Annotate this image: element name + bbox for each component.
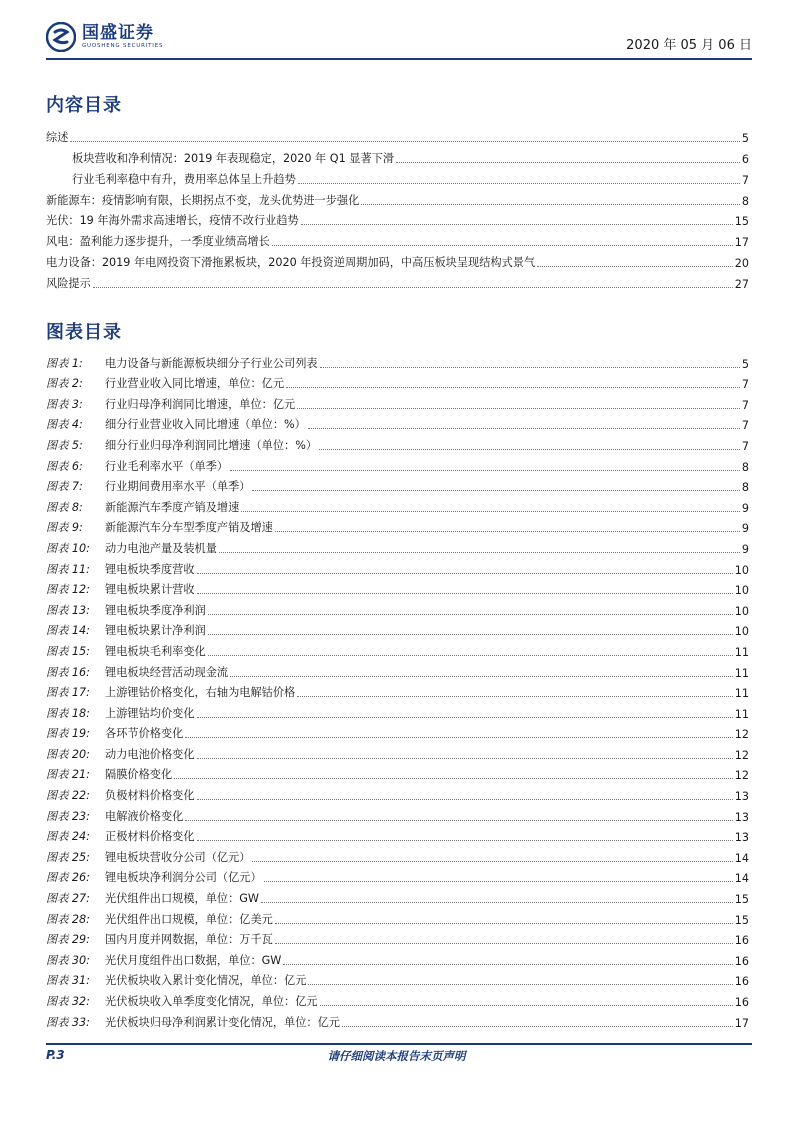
toc-entry-label: 风险提示 (46, 277, 91, 291)
figure-entry[interactable] (46, 638, 749, 659)
figure-number: 图表 8: (46, 500, 83, 514)
figure-label: 锂电板块累计营收 (105, 583, 195, 597)
figure-label: 电力设备与新能源板块细分子行业公司列表 (105, 356, 318, 370)
figure-entry[interactable] (46, 577, 749, 598)
dot-leader (230, 676, 733, 677)
figure-number: 图表 5: (46, 438, 83, 452)
figure-entry-text (46, 458, 228, 474)
figure-entry[interactable] (46, 824, 749, 845)
figure-entry-text (46, 869, 262, 885)
dot-leader (197, 758, 733, 759)
figure-entry[interactable] (46, 453, 749, 474)
figure-entry-page: 16 (734, 996, 749, 1009)
toc-entry-page: 7 (741, 173, 749, 187)
dot-leader (361, 204, 740, 205)
figure-number: 图表 27: (46, 892, 90, 906)
figure-number: 图表 24: (46, 830, 90, 844)
figure-entry-page: 11 (734, 707, 749, 721)
figure-entry-page: 8 (741, 481, 749, 495)
figure-entry-page: 7 (741, 419, 749, 433)
figure-entry[interactable] (46, 906, 749, 927)
figure-entry-page: 16 (734, 954, 749, 968)
figure-label: 锂电板块毛利率变化 (105, 644, 206, 658)
figure-entry[interactable] (46, 618, 749, 639)
figure-entry[interactable] (46, 700, 749, 721)
figure-label: 动力电池产量及装机量 (105, 541, 217, 555)
figure-label: 光伏板块归母净利润累计变化情况，单位：亿元 (105, 1015, 340, 1029)
dot-leader (298, 183, 740, 184)
dot-leader (342, 1026, 733, 1027)
figure-number: 图表 15: (46, 644, 90, 658)
dot-leader (320, 1005, 733, 1006)
figure-entry-page: 9 (741, 542, 749, 556)
figure-entry-text (46, 375, 284, 391)
figure-label: 负极材料价格变化 (105, 789, 195, 803)
figure-label: 隔膜价格变化 (105, 768, 173, 782)
figure-number: 图表 26: (46, 871, 90, 885)
logo-chinese-name: 国盛证券 (82, 23, 154, 43)
figure-entry-text (46, 746, 195, 762)
toc-entry-label: 新能源车：疫情影响有限，长期拐点不变，龙头优势进一步强化 (46, 193, 360, 207)
contents-list (46, 124, 749, 291)
figure-number: 图表 19: (46, 727, 90, 741)
figure-number: 图表 20: (46, 747, 90, 761)
figure-entry-page: 8 (741, 460, 749, 474)
figure-entry-page: 13 (734, 831, 749, 845)
figure-entry-page: 16 (734, 975, 749, 989)
figure-number: 图表 10: (46, 541, 90, 555)
dot-leader (308, 984, 732, 985)
contents-title: 内容目录 (46, 95, 122, 116)
figure-number: 图表 33: (46, 1015, 90, 1029)
dot-leader (275, 943, 733, 944)
figures-title: 图表目录 (46, 322, 122, 343)
figure-entry-page: 9 (741, 522, 749, 536)
figure-label: 行业期间费用率水平（单季） (105, 480, 251, 494)
dot-leader (185, 820, 732, 821)
figure-entry-text (46, 705, 195, 721)
figure-entry-text (46, 1014, 340, 1030)
figure-entry-text (46, 643, 206, 659)
figure-number: 图表 11: (46, 562, 90, 576)
toc-entry-label: 行业毛利率稳中有升，费用率总体呈上升趋势 (72, 172, 296, 186)
figure-number: 图表 16: (46, 665, 90, 679)
toc-entry[interactable] (46, 124, 749, 145)
dot-leader (297, 408, 740, 409)
figure-label: 行业营业收入同比增速，单位：亿元 (105, 377, 285, 391)
figure-label: 行业毛利率水平（单季） (105, 459, 229, 473)
dot-leader (185, 737, 732, 738)
figure-entry[interactable] (46, 515, 749, 536)
figure-entry-page: 7 (741, 398, 749, 412)
figure-label: 细分行业归母净利润同比增速（单位：%） (105, 438, 318, 452)
figure-number: 图表 22: (46, 789, 90, 803)
figure-entry[interactable] (46, 721, 749, 742)
figure-entry-page: 15 (734, 893, 749, 907)
figure-number: 图表 31: (46, 974, 90, 988)
dot-leader (197, 717, 733, 718)
figure-number: 图表 7: (46, 480, 83, 494)
figure-entry[interactable] (46, 371, 749, 392)
figure-label: 上游锂钴价格变化，右轴为电解钴价格 (105, 686, 296, 700)
figure-entry-page: 5 (741, 357, 749, 371)
guosheng-logo-icon (46, 22, 76, 52)
dot-leader (208, 634, 733, 635)
figure-entry-text (46, 725, 183, 741)
figure-label: 光伏板块收入单季度变化情况，单位：亿元 (105, 995, 318, 1008)
header-divider (46, 58, 752, 60)
figure-entry-page: 10 (734, 563, 749, 577)
figure-entry[interactable] (46, 432, 749, 453)
toc-entry-label: 光伏：19 年海外需求高速增长，疫情不改行业趋势 (46, 214, 299, 228)
toc-entry-page: 6 (741, 152, 749, 166)
figure-entry[interactable] (46, 844, 749, 865)
figure-entry-text (46, 355, 318, 371)
figure-number: 图表 4: (46, 418, 83, 432)
page-header (46, 22, 752, 58)
figure-entry-text (46, 931, 273, 947)
dot-leader (197, 799, 733, 800)
toc-entry[interactable] (46, 228, 749, 249)
report-date: 2020 年 05 月 06 日 (626, 38, 752, 53)
figure-entry[interactable] (46, 741, 749, 762)
figure-entry-text (46, 519, 273, 535)
dot-leader (261, 902, 733, 903)
dot-leader (308, 428, 740, 429)
figure-number: 图表 17: (46, 686, 90, 700)
toc-entry-page: 5 (741, 131, 749, 145)
dot-leader (208, 614, 733, 615)
figure-entry-page: 15 (734, 913, 749, 927)
figure-entry-text (46, 437, 317, 453)
dot-leader (320, 367, 740, 368)
figure-entry[interactable] (46, 680, 749, 701)
figure-number: 图表 21: (46, 768, 90, 782)
figure-label: 新能源汽车分车型季度产销及增速 (105, 521, 273, 535)
figure-label: 上游锂钴均价变化 (105, 706, 195, 720)
figure-number: 图表 13: (46, 603, 90, 617)
figure-entry-page: 17 (734, 1016, 749, 1030)
figure-number: 图表 25: (46, 850, 90, 864)
figure-entry-text (46, 622, 206, 638)
toc-entry-label: 综述 (46, 130, 69, 144)
figure-entry-page: 9 (741, 501, 749, 515)
dot-leader (70, 141, 739, 142)
figure-entry-page: 11 (734, 645, 749, 659)
figure-label: 行业归母净利润同比增速，单位：亿元 (105, 397, 296, 411)
toc-entry-page: 15 (734, 215, 749, 229)
figure-entry[interactable] (46, 782, 749, 803)
dot-leader (537, 266, 733, 267)
figure-entry-page: 11 (734, 687, 749, 701)
dot-leader (297, 696, 733, 697)
figure-entry-page: 12 (734, 728, 749, 742)
figure-entry-page: 16 (734, 934, 749, 948)
figure-entry[interactable] (46, 803, 749, 824)
figure-entry[interactable] (46, 597, 749, 618)
figure-entry[interactable] (46, 350, 749, 371)
figure-entry-text (46, 952, 281, 968)
toc-entry-label: 板块营收和净利情况：2019 年表现稳定，2020 年 Q1 显著下滑 (72, 151, 395, 165)
dot-leader (275, 531, 740, 532)
toc-entry[interactable] (46, 187, 749, 208)
dot-leader (252, 861, 732, 862)
dot-leader (208, 655, 733, 656)
figure-entry-text (46, 664, 228, 680)
toc-entry[interactable] (46, 249, 749, 270)
figure-number: 图表 1: (46, 356, 83, 370)
figure-entry-page: 12 (734, 769, 749, 783)
figure-entry[interactable] (46, 659, 749, 680)
logo-english-name: GUOSHENG SECURITIES (82, 43, 164, 49)
figure-entry[interactable] (46, 762, 749, 783)
figure-entry[interactable] (46, 968, 749, 989)
figure-label: 锂电板块经营活动现金流 (105, 665, 229, 679)
figure-entry[interactable] (46, 391, 749, 412)
figure-entry-text (46, 581, 195, 597)
figure-label: 动力电池价格变化 (105, 747, 195, 761)
figure-entry[interactable] (46, 1009, 749, 1030)
figure-number: 图表 14: (46, 624, 90, 638)
figure-label: 锂电板块净利润分公司（亿元） (105, 871, 262, 885)
toc-entry-page: 17 (734, 236, 749, 250)
footer-disclaimer: 请仔细阅读本报告末页声明 (327, 1049, 466, 1063)
toc-entry-page: 8 (741, 194, 749, 208)
dot-leader (301, 224, 733, 225)
figure-number: 图表 3: (46, 397, 83, 411)
figure-entry-page: 10 (734, 584, 749, 598)
figure-entry-page: 12 (734, 748, 749, 762)
figure-entry-text (46, 993, 318, 1009)
figure-number: 图表 9: (46, 521, 83, 535)
figure-number: 图表 29: (46, 933, 90, 947)
figure-entry-page: 7 (741, 439, 749, 453)
dot-leader (241, 511, 740, 512)
figure-entry[interactable] (46, 474, 749, 495)
figure-entry-page: 13 (734, 790, 749, 804)
figure-label: 锂电板块营收分公司（亿元） (105, 850, 251, 864)
figure-entry-text (46, 540, 217, 556)
figure-entry[interactable] (46, 947, 749, 968)
figure-label: 新能源汽车季度产销及增速 (105, 500, 240, 514)
toc-entry[interactable] (46, 270, 749, 291)
figure-number: 图表 28: (46, 912, 90, 926)
figure-entry-text (46, 416, 306, 432)
figure-entry-text (46, 972, 306, 988)
dot-leader (197, 840, 733, 841)
figure-label: 光伏组件出口规模，单位：GW (105, 892, 259, 906)
figure-entry-text (46, 911, 273, 927)
figure-number: 图表 23: (46, 809, 90, 823)
figure-entry[interactable] (46, 988, 749, 1009)
toc-entry[interactable] (46, 208, 749, 229)
dot-leader (396, 162, 740, 163)
figure-entry[interactable] (46, 556, 749, 577)
figure-entry-page: 13 (734, 810, 749, 824)
figure-entry-page: 10 (734, 625, 749, 639)
toc-entry-label: 风电：盈利能力逐步提升，一季度业绩高增长 (46, 235, 270, 249)
figures-list (46, 350, 749, 1030)
figure-entry-page: 14 (734, 851, 749, 865)
figure-number: 图表 30: (46, 953, 90, 967)
figure-entry-text (46, 808, 183, 824)
figure-entry-text (46, 828, 195, 844)
dot-leader (174, 778, 733, 779)
figure-entry[interactable] (46, 885, 749, 906)
page-number: P.3 (46, 1048, 65, 1062)
footer-divider (46, 1043, 752, 1045)
figure-number: 图表 2: (46, 377, 83, 391)
figure-entry-text (46, 684, 295, 700)
dot-leader (283, 964, 732, 965)
dot-leader (219, 552, 740, 553)
figure-number: 图表 32: (46, 995, 90, 1008)
figure-entry-text (46, 602, 206, 618)
figure-number: 图表 18: (46, 706, 90, 720)
figure-entry-text (46, 561, 195, 577)
figure-label: 锂电板块累计净利润 (105, 624, 206, 638)
figure-entry-page: 10 (734, 604, 749, 618)
dot-leader (252, 490, 739, 491)
dot-leader (286, 387, 740, 388)
figure-entry-text (46, 890, 259, 906)
figure-entry-text (46, 499, 239, 515)
toc-entry-page: 20 (734, 257, 749, 271)
figure-label: 各环节价格变化 (105, 727, 184, 741)
figure-label: 光伏板块收入累计变化情况，单位：亿元 (105, 974, 307, 988)
toc-entry[interactable] (46, 166, 749, 187)
figure-label: 光伏组件出口规模，单位：亿美元 (105, 912, 273, 926)
figure-label: 细分行业营业收入同比增速（单位：%） (105, 418, 306, 432)
toc-entry-page: 27 (734, 278, 749, 292)
dot-leader (272, 245, 733, 246)
figure-label: 锂电板块季度净利润 (105, 603, 206, 617)
logo (46, 22, 163, 52)
figure-entry-text (46, 766, 172, 782)
figure-entry-page: 7 (741, 378, 749, 392)
dot-leader (230, 470, 740, 471)
dot-leader (93, 287, 733, 288)
figure-entry[interactable] (46, 927, 749, 948)
figure-entry[interactable] (46, 412, 749, 433)
figure-entry-text (46, 396, 295, 412)
figure-entry-text (46, 849, 250, 865)
figure-number: 图表 12: (46, 583, 90, 597)
figure-entry-text (46, 478, 250, 494)
dot-leader (197, 593, 733, 594)
figure-entry[interactable] (46, 535, 749, 556)
figure-label: 正极材料价格变化 (105, 830, 195, 844)
dot-leader (275, 923, 733, 924)
dot-leader (197, 573, 733, 574)
dot-leader (319, 449, 740, 450)
figure-entry-text (46, 787, 195, 803)
figure-number: 图表 6: (46, 459, 83, 473)
dot-leader (264, 881, 733, 882)
figure-entry-page: 11 (734, 666, 749, 680)
figure-label: 锂电板块季度营收 (105, 562, 195, 576)
figure-entry-page: 14 (734, 872, 749, 886)
figure-label: 国内月度并网数据，单位：万千瓦 (105, 933, 273, 947)
toc-entry[interactable] (46, 145, 749, 166)
figure-label: 电解液价格变化 (105, 809, 184, 823)
figure-entry[interactable] (46, 865, 749, 886)
toc-entry-label: 电力设备：2019 年电网投资下滑拖累板块，2020 年投资逆周期加码，中高压板块呈现结构式景气 (46, 256, 536, 270)
figure-entry[interactable] (46, 494, 749, 515)
figure-label: 光伏月度组件出口数据，单位：GW (105, 953, 282, 967)
